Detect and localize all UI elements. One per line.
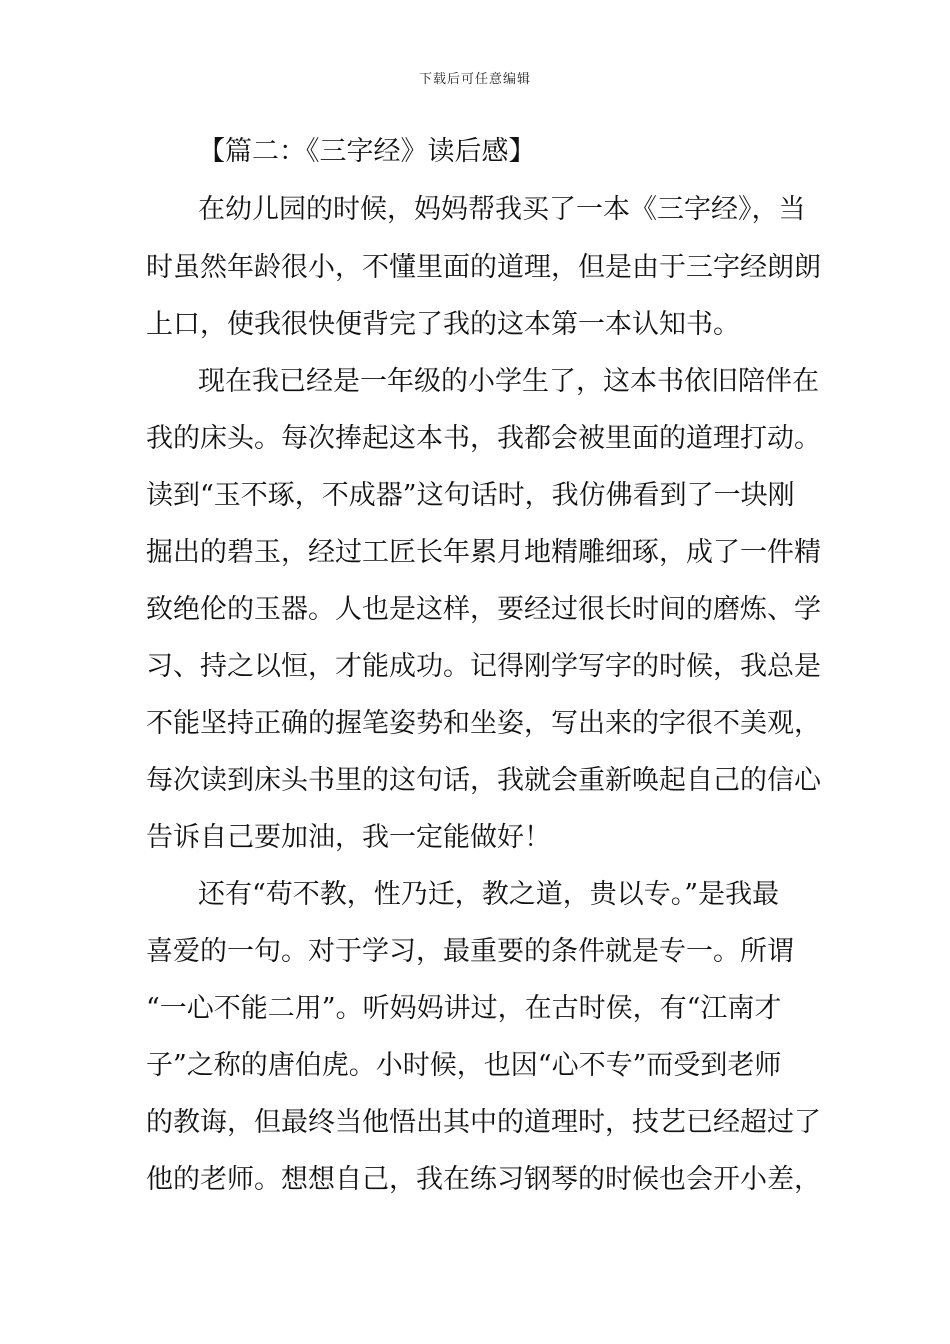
paragraph-2-line-9: 告诉自己要加油，我一定能做好！ — [146, 822, 551, 853]
paragraph-2-line-7: 不能坚持正确的握笔姿势和坐姿，写出来的字很不美观， — [146, 708, 821, 739]
paragraph-3-line-4: 子”之称的唐伯虎。小时候，也因“心不专”而受到老师 — [146, 1050, 782, 1081]
page-header: 下载后可任意编辑 — [418, 72, 531, 87]
paragraph-1-line-3: 上口，使我很快便背完了我的这本第一本认知书。 — [146, 309, 740, 340]
paragraph-1-line-1: 在幼儿园的时候，妈妈帮我买了一本《三字经》，当 — [198, 194, 806, 225]
paragraph-2-line-6: 习、持之以恒，才能成功。记得刚学写字的时候，我总是 — [146, 651, 821, 682]
paragraph-2-line-8: 每次读到床头书里的这句话，我就会重新唤起自己的信心 — [146, 765, 821, 796]
paragraph-2-line-4: 掘出的碧玉，经过工匠长年累月地精雕细琢，成了一件精 — [146, 537, 821, 568]
paragraph-3-line-1: 还有“苟不教，性乃迁，教之道，贵以专。”是我最 — [198, 879, 780, 910]
paragraph-2-line-5: 致绝伦的玉器。人也是这样，要经过很长时间的磨炼、学 — [146, 594, 821, 625]
paragraph-2-line-3: 读到“玉不琢，不成器”这句话时，我仿佛看到了一块刚 — [146, 480, 795, 511]
article-title: 【篇二：《三字经》读后感】 — [198, 136, 536, 167]
paragraph-3-line-2: 喜爱的一句。对于学习，最重要的条件就是专一。所谓 — [146, 936, 794, 967]
paragraph-3-line-6: 他的老师。想想自己，我在练习钢琴的时候也会开小差， — [146, 1164, 821, 1195]
paragraph-1-line-2: 时虽然年龄很小，不懂里面的道理，但是由于三字经朗朗 — [146, 252, 821, 283]
paragraph-2-line-2: 我的床头。每次捧起这本书，我都会被里面的道理打动。 — [146, 423, 821, 454]
paragraph-2-line-1: 现在我已经是一年级的小学生了，这本书依旧陪伴在 — [198, 366, 819, 397]
paragraph-3-line-5: 的教诲，但最终当他悟出其中的道理时，技艺已经超过了 — [146, 1107, 821, 1138]
paragraph-3-line-3: “一心不能二用”。听妈妈讲过，在古时侯，有“江南才 — [146, 993, 782, 1024]
